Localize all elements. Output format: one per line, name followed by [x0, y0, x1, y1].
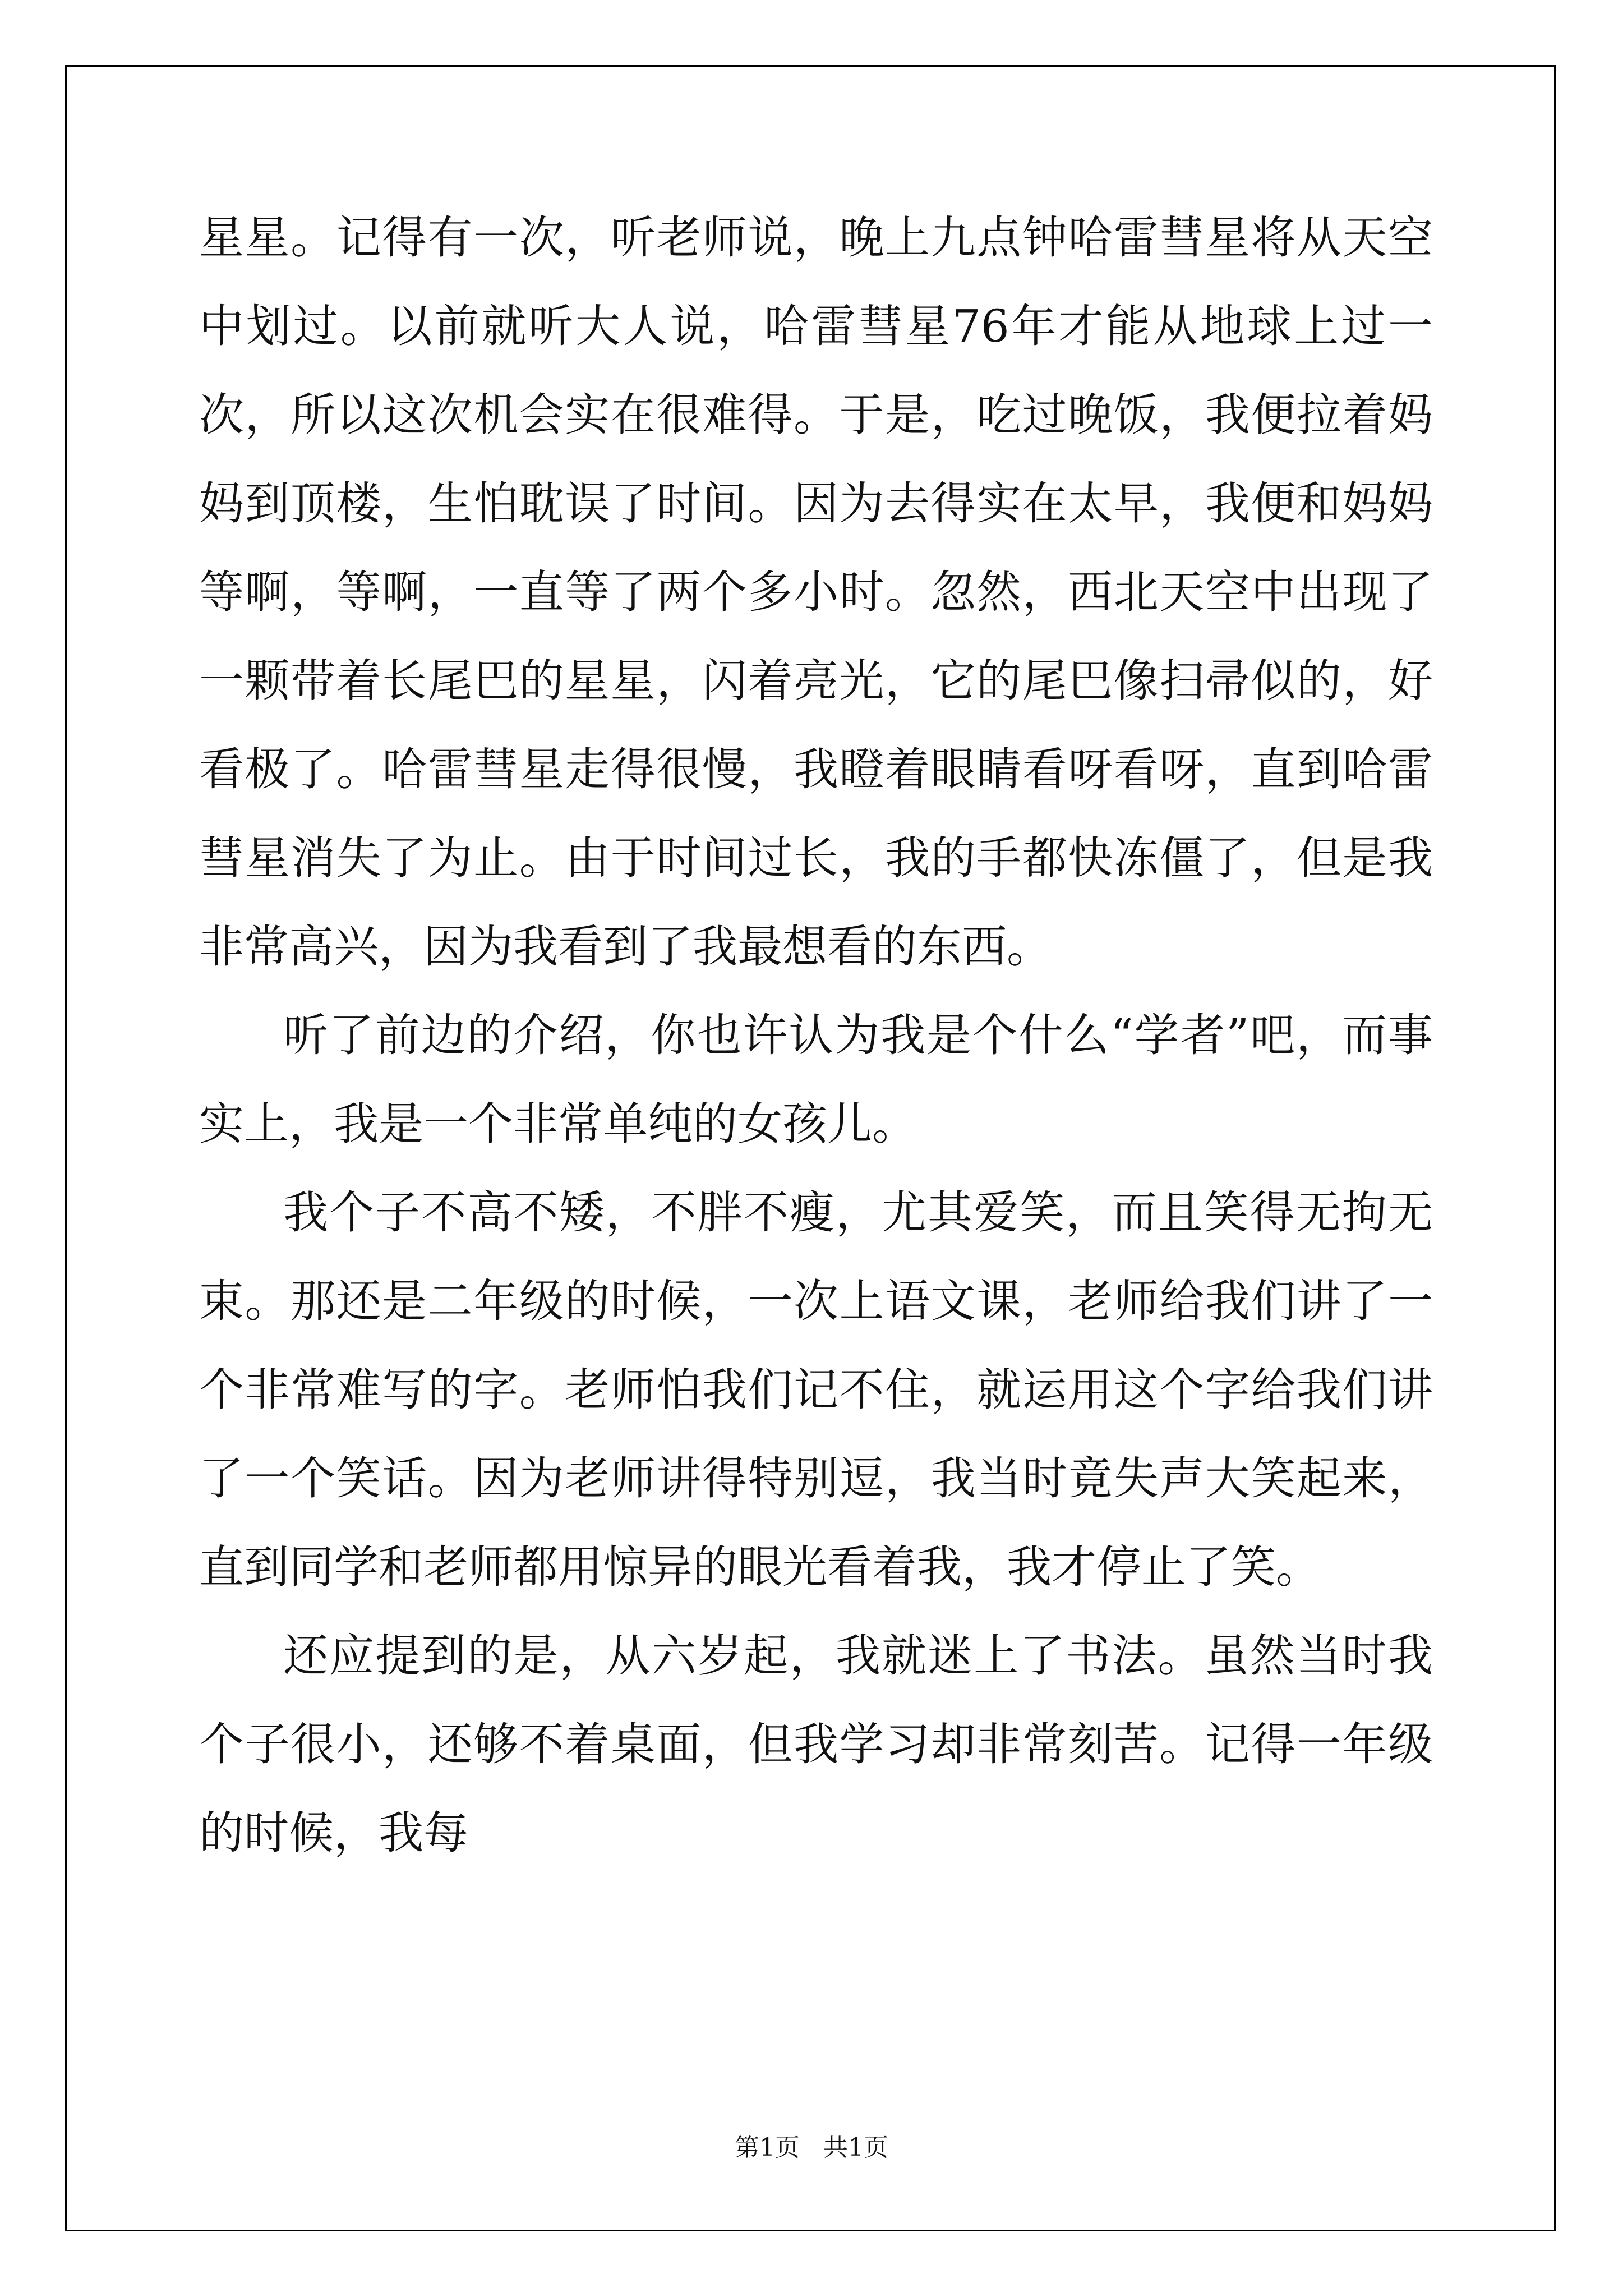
paragraph-2: 听了前边的介绍，你也许认为我是个什么“学者”吧，而事实上，我是一个非常单纯的女孩儿。 [199, 1009, 1433, 1150]
paragraph-1: 星星。记得有一次，听老师说，晚上九点钟哈雷彗星将从天空中划过。以前就听大人说，哈雷彗星76年才能从地球上过一次，所以这次机会实在很难得。于是，吃过晚饭，我便拉着妈妈到顶楼，生怕耽误了时间。因为去得实在太早，我便和妈妈等啊，等啊，一直等了两个多小时。忽然，西北天空中出现了一颗带着长尾巴的星星，闪着亮光，它的尾巴像扫帚似的，好看极了。哈雷彗星走得很慢，我瞪着眼睛看呀看呀，直到哈雷彗星消失了为止。由于时间过长，我的手都快冻僵了，但是我非常高兴，因为我看到了我最想看的东西。 [199, 211, 1433, 973]
document-body [199, 194, 1433, 1878]
paragraph-4: 还应提到的是，从六岁起，我就迷上了书法。虽然当时我个子很小，还够不着桌面，但我学习却非常刻苦。记得一年级的时候，我每 [199, 1630, 1433, 1859]
page-number-footer: 第1页 共1页 [735, 2133, 888, 2162]
paragraph-3: 我个子不高不矮，不胖不瘦，尤其爱笑，而且笑得无拘无束。那还是二年级的时候，一次上语文课，老师给我们讲了一个非常难写的字。老师怕我们记不住，就运用这个字给我们讲了一个笑话。因为老师讲得特别逗，我当时竟失声大笑起来，直到同学和老师都用惊异的眼光看着我，我才停止了笑。 [199, 1186, 1433, 1593]
